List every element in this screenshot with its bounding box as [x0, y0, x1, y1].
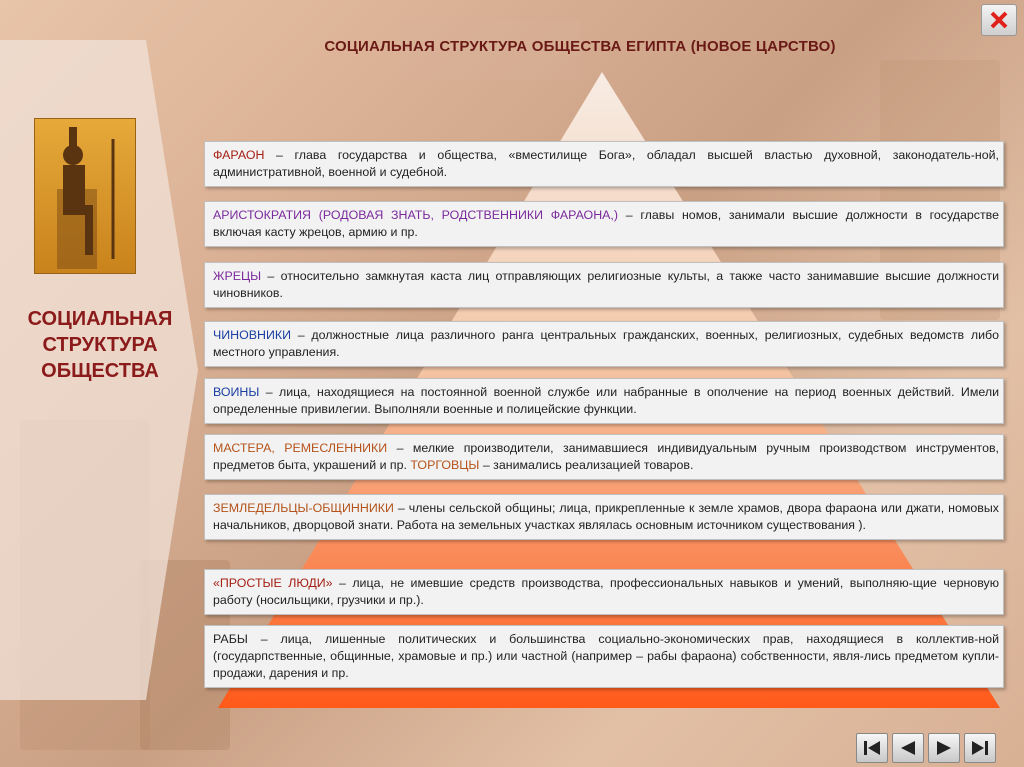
close-icon	[989, 10, 1009, 30]
level-term: АРИСТОКРАТИЯ (РОДОВАЯ ЗНАТЬ, РОДСТВЕННИКИ ФАРАОНА,)	[213, 208, 618, 222]
level-term: ФАРАОН	[213, 148, 265, 162]
level-term: РАБЫ	[213, 632, 248, 646]
level-desc: – лица, не имевшие средств производства, профессиональных навыков и умений, выполняю-щие черновую работу (носильщики, грузчики и пр.).	[213, 576, 999, 607]
level-officials	[204, 321, 1004, 367]
level-desc: – главы номов, занимали высшие должности в государстве включая касту жрецов, армию и пр.	[213, 208, 999, 239]
next-slide-icon	[934, 739, 954, 757]
level-desc: – глава государства и общества, «вместилище Бога», обладал высшей властью духовной, законодатель-ной, административной, военной и судебной.	[213, 148, 999, 179]
next-slide-button[interactable]	[928, 733, 960, 763]
level-term-secondary: ТОРГОВЦЫ	[410, 458, 480, 472]
level-craftsmen	[204, 434, 1004, 480]
side-title	[8, 306, 192, 384]
side-title-line: ОБЩЕСТВА	[41, 360, 159, 382]
level-farmers	[204, 494, 1004, 540]
level-term: ЗЕМЛЕДЕЛЬЦЫ-ОБЩИННИКИ	[213, 501, 394, 515]
level-desc: – лица, лишенные политических и большинства социально-экономических прав, находящиеся в коллектив-ной (государпственные, общинные, храмовые и пр.) или частной (например – рабы фараона) собственности, явля-лись предметом купли-продажи, дарения и пр.	[213, 632, 999, 680]
first-slide-button[interactable]	[856, 733, 888, 763]
side-title-line: СОЦИАЛЬНАЯ	[27, 308, 173, 330]
pharaoh-image	[34, 118, 136, 274]
level-desc-secondary: – занимались реализацией товаров.	[479, 458, 694, 472]
close-button[interactable]	[981, 4, 1017, 36]
side-title-line: СТРУКТУРА	[42, 334, 158, 356]
level-term: ЧИНОВНИКИ	[213, 328, 291, 342]
first-slide-icon	[862, 739, 882, 757]
page-title: СОЦИАЛЬНАЯ СТРУКТУРА ОБЩЕСТВА ЕГИПТА (НОВОЕ ЦАРСТВО)	[324, 38, 836, 55]
level-aristocracy	[204, 201, 1004, 247]
level-priests	[204, 262, 1004, 308]
level-desc: – члены сельской общины; лица, прикрепленные к земле храмов, двора фараона или джати, номовых начальников, дворцовой знати. Работа на земельных участках являлась основным источником существования ).	[213, 501, 999, 532]
level-common-people	[204, 569, 1004, 615]
level-desc: – лица, находящиеся на постоянной военной службе или набранные в ополчение на период военных действий. Имели определенные привилегии. Выполняли военные и полицейские функции.	[213, 385, 999, 416]
level-slaves	[204, 625, 1004, 688]
level-desc: – должностные лица различного ранга центральных гражданских, военных, религиозных, судебных ведомств либо местного управления.	[213, 328, 999, 359]
level-term: ВОИНЫ	[213, 385, 260, 399]
pharaoh-figure-icon	[35, 119, 135, 273]
level-desc: – мелкие производители, занимавшиеся индивидуальным ручным производством инструментов, предметов быта, украшений и пр.	[213, 441, 999, 472]
last-slide-icon	[970, 739, 990, 757]
level-term: ЖРЕЦЫ	[213, 269, 262, 283]
prev-slide-icon	[898, 739, 918, 757]
level-desc: – относительно замкнутая каста лиц отправляющих религиозные культы, а также часто занимавшие высшие должности чиновников.	[213, 269, 999, 300]
last-slide-button[interactable]	[964, 733, 996, 763]
prev-slide-button[interactable]	[892, 733, 924, 763]
level-term: «ПРОСТЫЕ ЛЮДИ»	[213, 576, 333, 590]
level-term: МАСТЕРА, РЕМЕСЛЕННИКИ	[213, 441, 388, 455]
level-pharaoh	[204, 141, 1004, 187]
level-warriors	[204, 378, 1004, 424]
